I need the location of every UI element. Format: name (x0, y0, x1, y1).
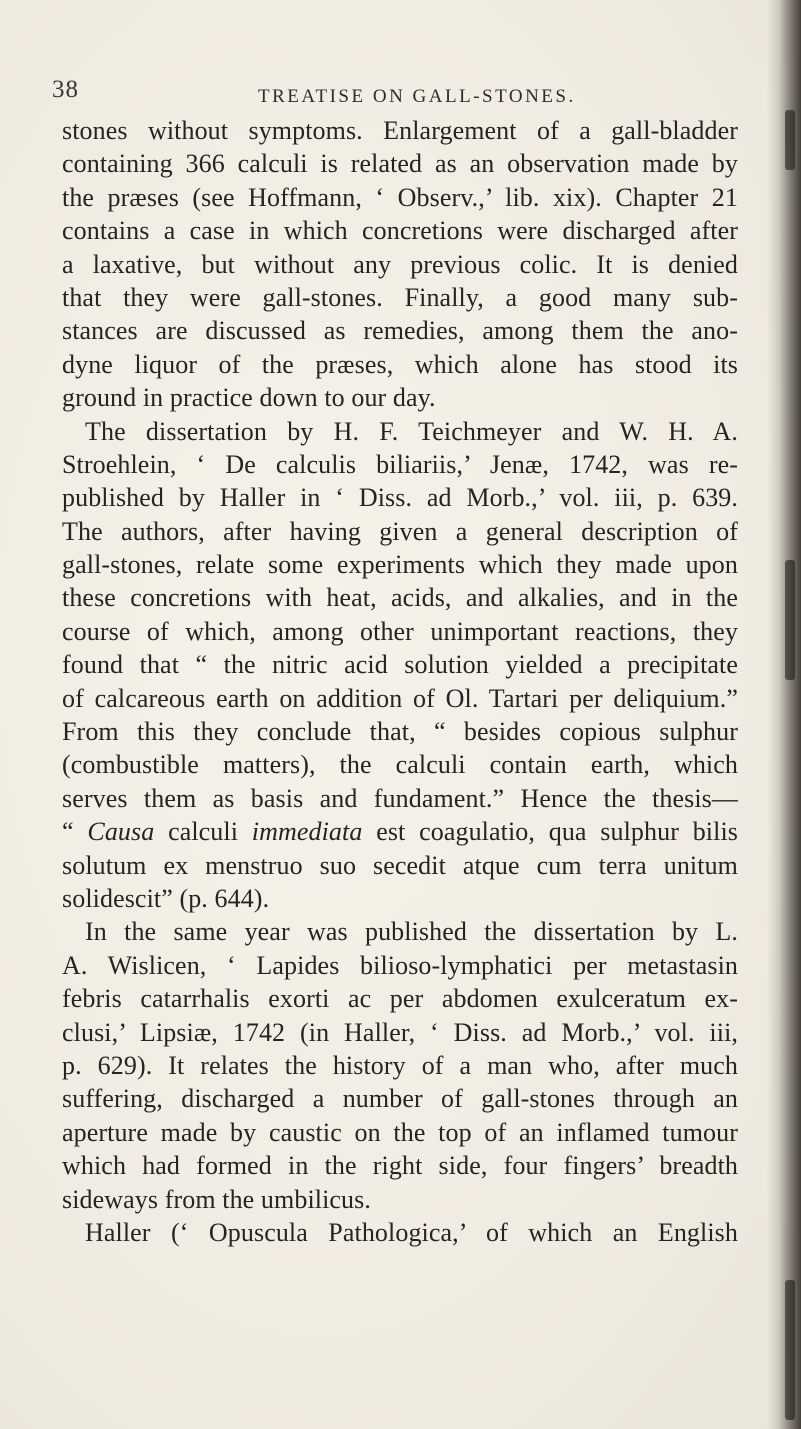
text-line: stances are discussed as remedies, among them the ano- (62, 316, 738, 346)
italic-text: immediata (251, 817, 363, 847)
italic-text: Causa (87, 817, 155, 847)
text-line: p. 629). It relates the history of a man who, after much (62, 1050, 738, 1080)
text-line: stones without symptoms. Enlargement of a gall-bladder (62, 116, 738, 145)
text-line: serves them as basis and fundament.” Hence the thesis— (62, 783, 738, 813)
text-line: The authors, after having given a general description of (62, 516, 738, 546)
running-title: TREATISE ON GALL-STONES. (258, 86, 576, 107)
text-fragment: est coagulatio, qua sulphur bilis (362, 817, 738, 847)
text-line: febris catarrhalis exorti ac per abdomen exulceratum ex- (62, 984, 738, 1014)
text-line: containing 366 calculi is related as an observation made by (62, 149, 738, 179)
text-line: which had formed in the right side, four fingers’ breadth (62, 1151, 738, 1181)
text-line: solidescit” (p. 644). (62, 883, 270, 913)
text-line: clusi,’ Lipsiæ, 1742 (in Haller, ‘ Diss. ad Morb.,’ vol. iii, (62, 1017, 738, 1047)
text-line: dyne liquor of the præses, which alone has stood its (62, 349, 738, 379)
page-edge-mark (785, 110, 795, 170)
text-line: course of which, among other unimportant reactions, they (62, 616, 738, 646)
text-line: ground in practice down to our day. (62, 383, 436, 413)
text-line: published by Haller in ‘ Diss. ad Morb.,’ vol. iii, p. 639. (62, 483, 738, 513)
page-number: 38 (52, 76, 79, 103)
text-line: solutum ex menstruo suo secedit atque cum terra unitum (62, 850, 738, 880)
text-line: In the same year was published the dissertation by L. (85, 917, 738, 947)
text-line: these concretions with heat, acids, and alkalies, and in the (62, 583, 738, 613)
text-line: gall-stones, relate some experiments which they made upon (62, 550, 738, 580)
text-line (62, 815, 738, 848)
text-line: From this they conclude that, “ besides copious sulphur (62, 717, 738, 747)
text-fragment: “ (62, 817, 88, 847)
text-line: the præses (see Hoffmann, ‘ Observ.,’ lib. xix). Chapter 21 (62, 182, 738, 212)
page-edge-mark (785, 1280, 795, 1420)
text-line: suffering, discharged a number of gall-stones through an (62, 1084, 738, 1114)
text-line: contains a case in which concretions were discharged after (62, 216, 738, 246)
text-line: of calcareous earth on addition of Ol. Tartari per deliquium.” (62, 683, 738, 713)
text-line: A. Wislicen, ‘ Lapides bilioso-lymphatici per metastasin (62, 950, 738, 980)
text-line: found that “ the nitric acid solution yielded a precipitate (62, 650, 738, 680)
body-text (62, 114, 738, 1249)
text-line: sideways from the umbilicus. (62, 1184, 371, 1214)
text-line: (combustible matters), the calculi contain earth, which (62, 750, 738, 780)
text-line: The dissertation by H. F. Teichmeyer and W. H. A. (85, 416, 738, 446)
text-line: Haller (‘ Opuscula Pathologica,’ of which an English (85, 1217, 738, 1247)
page-edge-mark (785, 560, 795, 680)
text-line: aperture made by caustic on the top of an inflamed tumour (62, 1117, 738, 1147)
text-fragment: calculi (154, 817, 252, 847)
page-edge-shadow (767, 0, 801, 1429)
text-line: a laxative, but without any previous colic. It is denied (62, 249, 738, 279)
text-line: Stroehlein, ‘ De calculis biliariis,’ Jenæ, 1742, was re- (62, 449, 738, 479)
text-line: that they were gall-stones. Finally, a good many sub- (62, 282, 738, 312)
